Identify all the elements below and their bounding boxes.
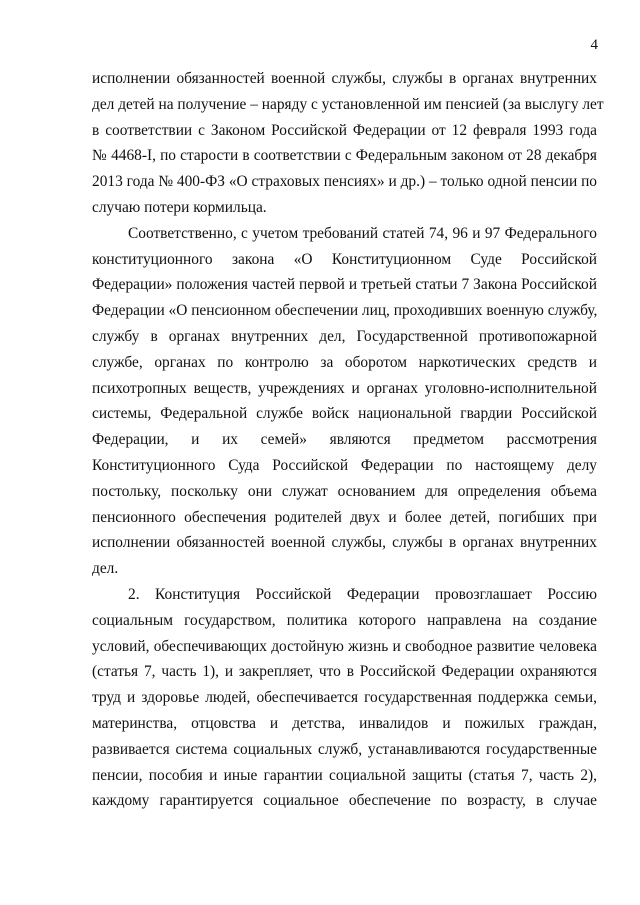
paragraph-first-line: 2. Конституция Российской Федерации провозглашает Россию bbox=[128, 585, 597, 603]
text-line: системы, Федеральной службе войск национальной гвардии Российской bbox=[92, 405, 597, 423]
text-line: условий, обеспечивающих достойную жизнь и свободное развитие человека bbox=[92, 637, 597, 655]
text-line: конституционного закона «О Конституционном Суде Российской bbox=[92, 250, 597, 268]
text-line: исполнении обязанностей военной службы, службы в органах внутренних bbox=[92, 70, 597, 87]
document-body bbox=[92, 66, 604, 814]
text-line: № 4468-I, по старости в соответствии с Федеральным законом от 28 декабря bbox=[92, 147, 597, 165]
text-line: Федерации» положения частей первой и третьей статьи 7 Закона Российской bbox=[92, 276, 597, 294]
text-line: исполнении обязанностей военной службы, службы в органах внутренних bbox=[92, 534, 597, 552]
page-number: 4 bbox=[590, 37, 598, 53]
text-line: Федерации, и их семей» являются предметом рассмотрения bbox=[92, 431, 597, 449]
text-line: развивается система социальных служб, устанавливаются государственные bbox=[92, 740, 597, 758]
text-line: социальным государством, политика которого направлена на создание bbox=[92, 611, 597, 629]
text-line: пенсионного обеспечения родителей двух и более детей, погибших при bbox=[92, 508, 597, 526]
text-line: материнства, отцовства и детства, инвалидов и пожилых граждан, bbox=[92, 714, 597, 732]
text-line: Федерации «О пенсионном обеспечении лиц, проходивших военную службу, bbox=[92, 302, 598, 320]
text-line: 2013 года № 400-ФЗ «О страховых пенсиях» и др.) – только одной пенсии по bbox=[92, 173, 597, 191]
text-line: в соответствии с Законом Российской Федерации от 12 февраля 1993 года bbox=[92, 121, 597, 139]
text-line: труд и здоровье людей, обеспечивается государственная поддержка семьи, bbox=[92, 689, 597, 707]
paragraph-first-line: Соответственно, с учетом требований статей 74, 96 и 97 Федерального bbox=[128, 224, 597, 242]
text-line: случаю потери кормильца. bbox=[92, 198, 267, 216]
text-line: (статья 7, часть 1), и закрепляет, что в Российской Федерации охраняются bbox=[92, 663, 597, 681]
text-line: постольку, поскольку они служат основанием для определения объема bbox=[92, 482, 597, 500]
text-line: службе, органах по контролю за оборотом наркотических средств и bbox=[92, 353, 597, 371]
text-line: пенсии, пособия и иные гарантии социальной защиты (статья 7, часть 2), bbox=[92, 766, 597, 784]
text-line: Конституционного Суда Российской Федерации по настоящему делу bbox=[92, 456, 597, 474]
text-line: каждому гарантируется социальное обеспечение по возрасту, в случае bbox=[92, 792, 597, 810]
text-line: психотропных веществ, учреждениях и органах уголовно-исполнительной bbox=[92, 379, 597, 397]
text-line: дел. bbox=[92, 560, 119, 578]
text-line: службу в органах внутренних дел, Государственной противопожарной bbox=[92, 327, 597, 345]
text-line: дел детей на получение – наряду с установленной им пенсией (за выслугу лет bbox=[92, 95, 604, 113]
